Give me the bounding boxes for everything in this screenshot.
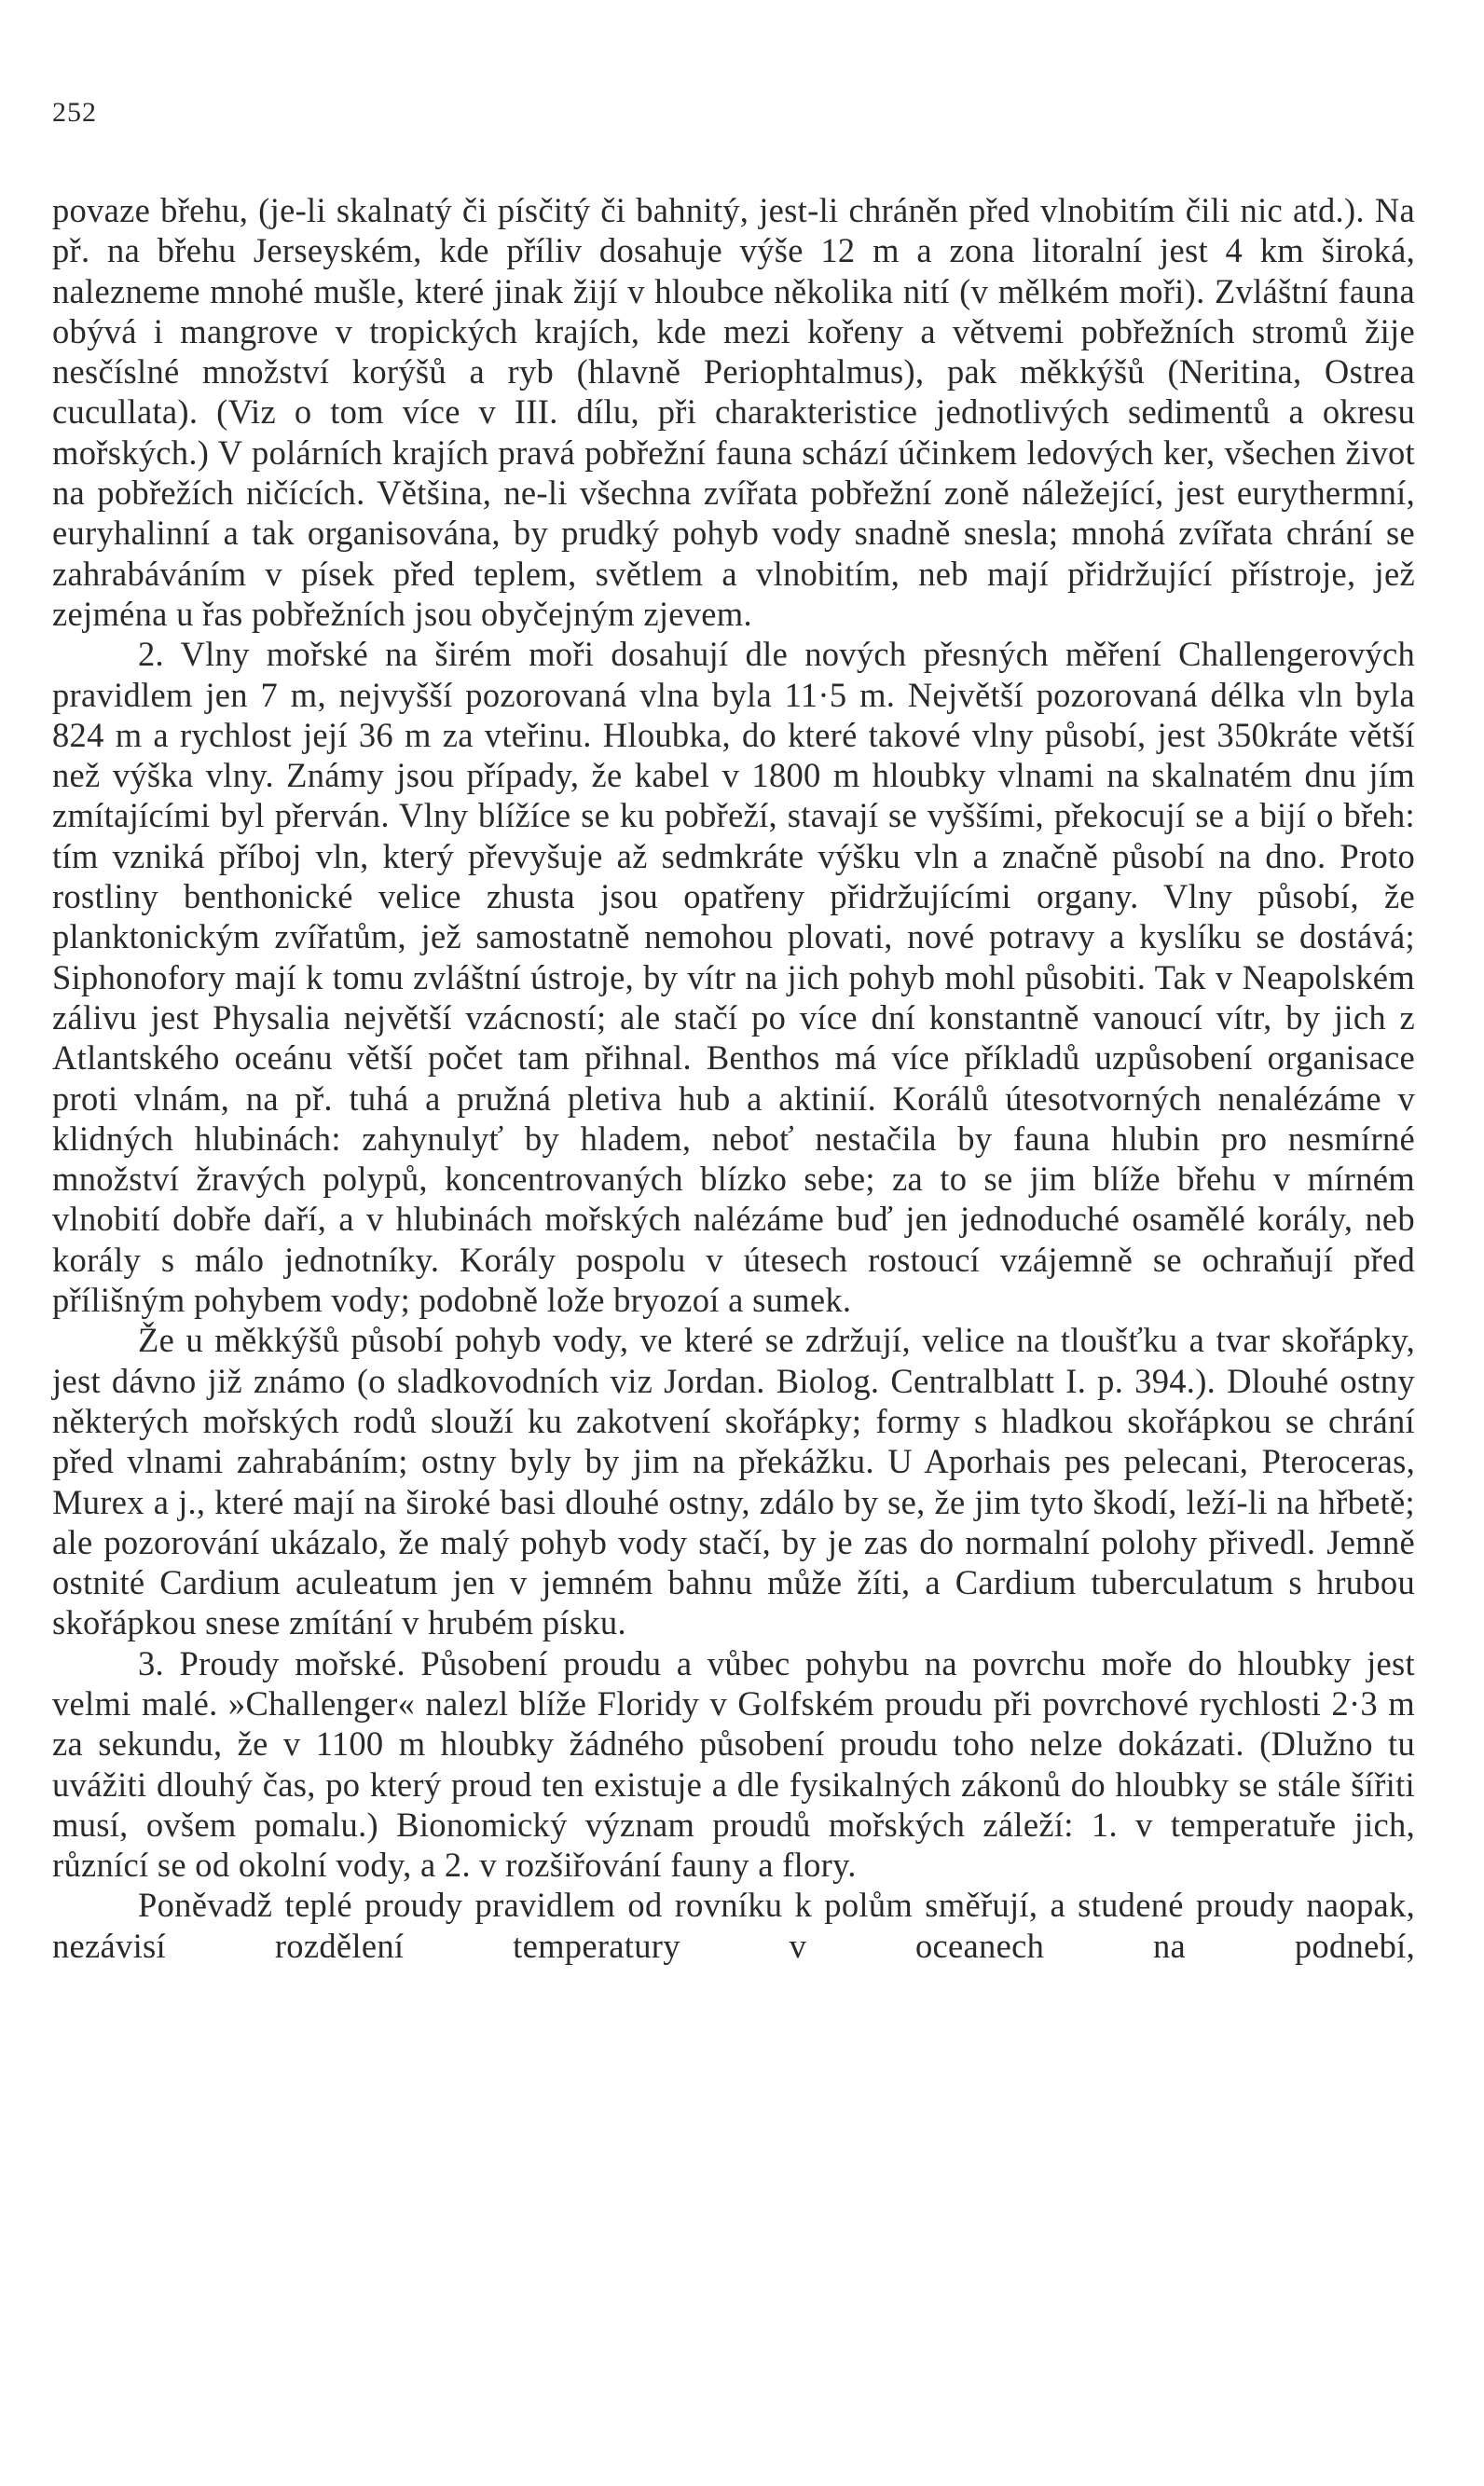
paragraph-sea-waves: 2. Vlny mořské na širém moři dosahují dle nových přesných měření Challengerových pravidlem jen 7 m, nejvyšší pozorovaná vlna byla 11·5 m. Největší pozorovaná délka vln byla 824 m a rychlost její 36 m za vteřinu. Hloubka, do které takové vlny působí, jest 350kráte větší než výška vlny. Známy jsou případy, že kabel v 1800 m hloubky vlnami na skalnatém dnu jím zmítajícími byl přerván. Vlny blížíce se ku pobřeží, stavají se vyššími, překocují se a bijí o břeh: tím vzniká příboj vln, který převyšuje až sedmkráte výšku vln a značně působí na dno. Proto rostliny benthonické velice zhusta jsou opatřeny přidržujícími organy. Vlny působí, že planktonickým zvířatům, jež samostatně nemohou plovati, nové potravy a kyslíku se dostává; Siphonofory mají k tomu zvláštní ústroje, by vítr na jich pohyb mohl působiti. Tak v Neapolském zálivu jest Physalia největší vzácností; ale stačí po více dní konstantně vanoucí vítr, by jich z Atlantského oceánu větší počet tam přihnal. Benthos má více příkladů uzpůsobení organisace proti vlnám, na př. tuhá a pružná pletiva hub a aktinií. Korálů útesotvorných nenalézáme v klidných hlubinách: zahynulyť by hladem, neboť nestačila by fauna hlubin pro nesmírné množství žravých polypů, koncentrovaných blízko sebe; za to se jim blíže břehu v mírném vlnobití dobře daří, a v hlubinách mořských nalézáme buď jen jednoduché osamělé korály, neb korály s málo jednotníky. Korály pospolu v útesech rostoucí vzájemně se ochraňují před přílišným pohybem vody; podobně lože bryozoí a sumek.: [52, 635, 1415, 1320]
paragraph-mollusc-shells: Že u měkkýšů působí pohyb vody, ve které se zdržují, velice na tloušťku a tvar skořápky, jest dávno již známo (o sladkovodních viz Jordan. Biolog. Centralblatt I. p. 394.). Dlouhé ostny některých mořských rodů slouží ku zakotvení skořápky; formy s hladkou skořápkou se chrání před vlnami zahrabáním; ostny byly by jim na překážku. U Aporhais pes pelecani, Pteroceras, Murex a j., které mají na široké basi dlouhé ostny, zdálo by se, že jim tyto škodí, leží-li na hřbetě; ale pozorování ukázalo, že malý pohyb vody stačí, by je zas do normalní polohy přivedl. Jemně ostnité Cardium aculeatum jen v jemném bahnu může žíti, a Cardium tuberculatum s hrubou skořápkou snese zmítání v hrubém písku.: [52, 1321, 1415, 1642]
paragraph-warm-currents: Poněvadž teplé proudy pravidlem od rovníku k polům směřují, a studené proudy naopak, nezávisí rozdělení temperatury v oceanech na podnebí,: [52, 1886, 1415, 1965]
paragraph-sea-currents: 3. Proudy mořské. Působení proudu a vůbec pohybu na povrchu moře do hloubky jest velmi malé. »Challenger« nalezl blíže Floridy v Golfském proudu při povrchové rychlosti 2·3 m za sekundu, že v 1100 m hloubky žádného působení proudu toho nelze dokázati. (Dlužno tu uvážiti dlouhý čas, po který proud ten existuje a dle fysikalných zákonů do hloubky se stále šířiti musí, ovšem pomalu.) Bionomický význam proudů mořských záleží: 1. v temperatuře jich, různící se od okolní vody, a 2. v rozšiřování fauny a flory.: [52, 1643, 1415, 1885]
text-body: [52, 190, 1415, 1966]
paragraph-shore-fauna: povaze břehu, (je-li skalnatý či písčitý či bahnitý, jest-li chráněn před vlnobitím čili nic atd.). Na př. na břehu Jerseyském, kde příliv dosahuje výše 12 m a zona litoralní jest 4 km široká, nalezneme mnohé mušle, které jinak žijí v hloubce několika nití (v mělkém moři). Zvláštní fauna obývá i mangrove v tropických krajích, kde mezi kořeny a větvemi pobřežních stromů žije nesčíslné množství korýšů a ryb (hlavně Periophtalmus), pak měkkýšů (Neritina, Ostrea cucullata). (Viz o tom více v III. dílu, při charakteristice jednotlivých sedimentů a okresu mořských.) V polárních krajích pravá pobřežní fauna schází účinkem ledových ker, všechen život na pobřežích ničících. Většina, ne-li všechna zvířata pobřežní zoně náležející, jest eurythermní, euryhalinní a tak organisována, by prudký pohyb vody snadně snesla; mnohá zvířata chrání se zahrabáváním v písek před teplem, světlem a vlnobitím, neb mají přidržující přístroje, jež zejména u řas pobřežních jsou obyčejným zjevem.: [52, 191, 1415, 633]
page-number: 252: [52, 97, 97, 128]
